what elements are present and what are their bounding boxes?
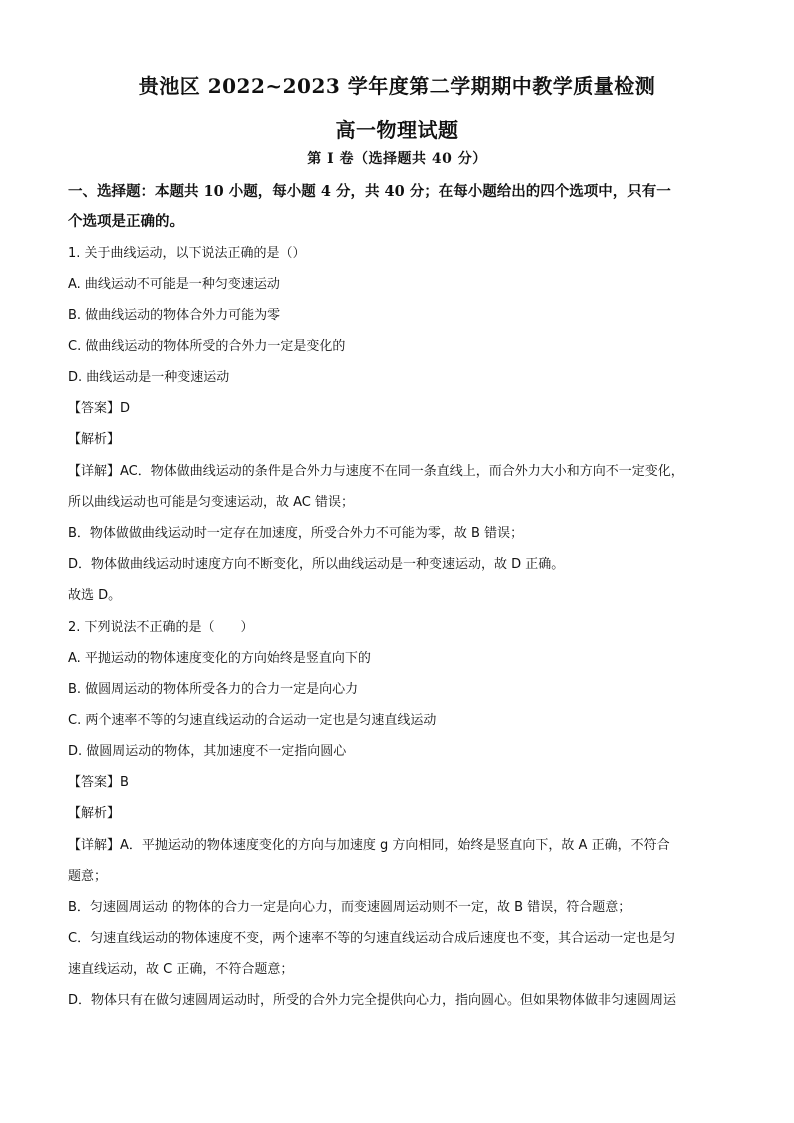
question-1-conclusion: 故选 D。 — [68, 588, 122, 603]
question-1-stem: 1. 关于曲线运动，以下说法正确的是（） — [68, 246, 306, 261]
question-2-option-d: D. 做圆周运动的物体，其加速度不一定指向圆心 — [68, 744, 347, 759]
question-1-detail-line: B．物体做做曲线运动时一定存在加速度，所受合外力不可能为零，故 B 错误； — [68, 526, 524, 541]
question-1-analysis-label: 【解析】 — [68, 432, 121, 447]
question-2-option-b: B. 做圆周运动的物体所受各力的合力一定是向心力 — [68, 682, 359, 697]
question-2-detail-line: D．物体只有在做匀速圆周运动时，所受的合外力完全提供向心力，指向圆心。但如果物体做非匀速圆周运 — [68, 993, 677, 1008]
question-1-detail-line: 所以曲线运动也可能是匀变速运动，故 AC 错误； — [68, 495, 355, 510]
question-2-answer: 【答案】B — [68, 775, 129, 790]
volume-heading: 第 I 卷（选择题共 40 分） — [307, 151, 487, 167]
question-1-option-a: A. 曲线运动不可能是一种匀变速运动 — [68, 277, 280, 292]
question-2-detail-line: 速直线运动，故 C 正确，不符合题意； — [68, 962, 294, 977]
question-1-option-d: D. 曲线运动是一种变速运动 — [68, 370, 230, 385]
section-instruction-line-2: 个选项是正确的。 — [68, 213, 184, 230]
question-1-answer: 【答案】D — [68, 401, 131, 416]
exam-subtitle: 高一物理试题 — [335, 118, 459, 142]
question-2-analysis-label: 【解析】 — [68, 806, 121, 821]
question-2-stem: 2. 下列说法不正确的是（ ） — [68, 620, 254, 635]
question-2-detail-line: 题意； — [68, 869, 108, 884]
section-instruction-line-1: 一、选择题：本题共 10 小题，每小题 4 分，共 40 分；在每小题给出的四个选项中，只有一 — [68, 183, 671, 200]
question-1-option-b: B. 做曲线运动的物体合外力可能为零 — [68, 308, 281, 323]
question-2-option-c: C. 两个速率不等的匀速直线运动的合运动一定也是匀速直线运动 — [68, 713, 437, 728]
question-1-detail-line: D．物体做曲线运动时速度方向不断变化，所以曲线运动是一种变速运动，故 D 正确。 — [68, 557, 565, 572]
question-1-detail-line: 【详解】AC．物体做曲线运动的条件是合外力与速度不在同一条直线上，而合外力大小和方向不一定变化， — [68, 464, 684, 479]
exam-title: 贵池区 2022~2023 学年度第二学期期中教学质量检测 — [138, 74, 656, 98]
question-2-detail-line: B．匀速圆周运动 的物体的合力一定是向心力，而变速圆周运动则不一定，故 B 错误，符合题意； — [68, 900, 632, 915]
question-2-detail-line: C．匀速直线运动的物体速度不变，两个速率不等的匀速直线运动合成后速度也不变，其合运动一定也是匀 — [68, 931, 676, 946]
question-1-option-c: C. 做曲线运动的物体所受的合外力一定是变化的 — [68, 339, 346, 354]
question-2-detail-line: 【详解】A．平抛运动的物体速度变化的方向与加速度 g 方向相同，始终是竖直向下，故 A 正确，不符合 — [68, 838, 670, 853]
question-2-option-a: A. 平抛运动的物体速度变化的方向始终是竖直向下的 — [68, 651, 371, 666]
